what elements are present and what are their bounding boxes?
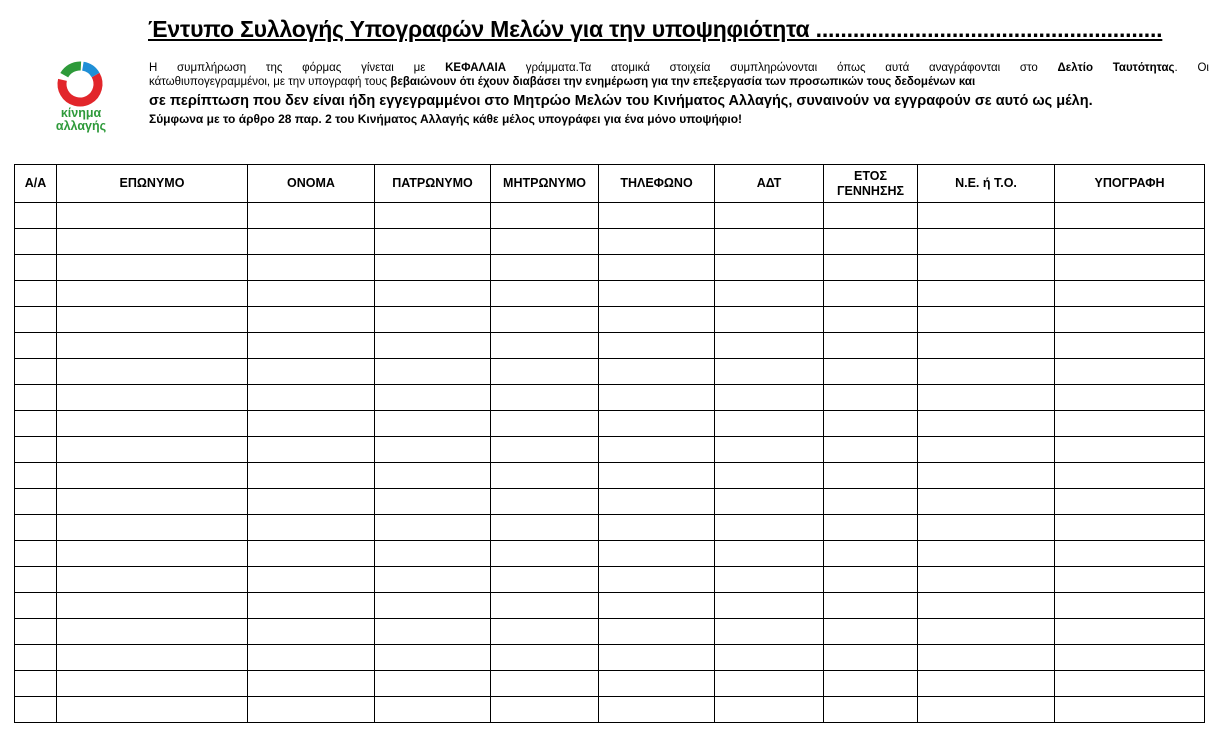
cell-ypografi[interactable] — [1055, 281, 1205, 307]
cell-ne[interactable] — [918, 203, 1055, 229]
cell-adt[interactable] — [715, 541, 824, 567]
cell-adt[interactable] — [715, 359, 824, 385]
cell-patronymo[interactable] — [375, 307, 491, 333]
cell-etos[interactable] — [824, 645, 918, 671]
cell-adt[interactable] — [715, 593, 824, 619]
cell-ne[interactable] — [918, 411, 1055, 437]
column-header-adt — [715, 165, 824, 203]
cell-etos[interactable] — [824, 385, 918, 411]
table-header-row — [15, 165, 1205, 203]
column-header-patronymo — [375, 165, 491, 203]
cell-patronymo[interactable] — [375, 281, 491, 307]
cell-ne[interactable] — [918, 541, 1055, 567]
table-row — [15, 203, 1205, 229]
cell-aa[interactable] — [15, 203, 57, 229]
table-row — [15, 489, 1205, 515]
cell-patronymo[interactable] — [375, 697, 491, 723]
cell-ypografi[interactable] — [1055, 593, 1205, 619]
cell-eponymo[interactable] — [57, 385, 248, 411]
cell-aa[interactable] — [15, 515, 57, 541]
cell-ypografi[interactable] — [1055, 463, 1205, 489]
table-row — [15, 255, 1205, 281]
column-header-ypografi — [1055, 165, 1205, 203]
cell-adt[interactable] — [715, 645, 824, 671]
cell-aa[interactable] — [15, 541, 57, 567]
cell-etos[interactable] — [824, 541, 918, 567]
cell-ypografi[interactable] — [1055, 359, 1205, 385]
cell-aa[interactable] — [15, 281, 57, 307]
cell-ne[interactable] — [918, 515, 1055, 541]
cell-ne[interactable] — [918, 593, 1055, 619]
column-header-onoma — [248, 165, 375, 203]
cell-eponymo[interactable] — [57, 411, 248, 437]
cell-tilefono[interactable] — [599, 463, 715, 489]
cell-eponymo[interactable] — [57, 359, 248, 385]
cell-adt[interactable] — [715, 619, 824, 645]
cell-patronymo[interactable] — [375, 567, 491, 593]
cell-onoma[interactable] — [248, 593, 375, 619]
cell-onoma[interactable] — [248, 385, 375, 411]
cell-adt[interactable] — [715, 307, 824, 333]
cell-etos[interactable] — [824, 411, 918, 437]
cell-eponymo[interactable] — [57, 541, 248, 567]
cell-patronymo[interactable] — [375, 437, 491, 463]
table-row — [15, 385, 1205, 411]
instruction-emphasis-id-card: Δελτίο Ταυτότητας — [1057, 62, 1175, 74]
cell-adt[interactable] — [715, 255, 824, 281]
cell-aa[interactable] — [15, 619, 57, 645]
column-header-label: ΤΗΛΕΦΩΝΟ — [620, 176, 693, 190]
cell-mitronymo[interactable] — [491, 281, 599, 307]
cell-mitronymo[interactable] — [491, 671, 599, 697]
cell-eponymo[interactable] — [57, 437, 248, 463]
cell-mitronymo[interactable] — [491, 489, 599, 515]
cell-tilefono[interactable] — [599, 593, 715, 619]
cell-ypografi[interactable] — [1055, 203, 1205, 229]
cell-eponymo[interactable] — [57, 229, 248, 255]
cell-ypografi[interactable] — [1055, 645, 1205, 671]
cell-adt[interactable] — [715, 385, 824, 411]
table-row — [15, 567, 1205, 593]
cell-ypografi[interactable] — [1055, 671, 1205, 697]
cell-aa[interactable] — [15, 307, 57, 333]
table-row — [15, 229, 1205, 255]
cell-mitronymo[interactable] — [491, 463, 599, 489]
cell-tilefono[interactable] — [599, 515, 715, 541]
logo-text-line1: κίνημα — [60, 106, 102, 120]
cell-etos[interactable] — [824, 567, 918, 593]
cell-patronymo[interactable] — [375, 229, 491, 255]
cell-ypografi[interactable] — [1055, 229, 1205, 255]
cell-ypografi[interactable] — [1055, 333, 1205, 359]
column-header-label: Ν.Ε. ή Τ.Ο. — [955, 176, 1017, 190]
column-header-label-line2: ΓΕΝΝΗΣΗΣ — [837, 183, 904, 198]
cell-ne[interactable] — [918, 359, 1055, 385]
cell-onoma[interactable] — [248, 541, 375, 567]
cell-etos[interactable] — [824, 489, 918, 515]
cell-ne[interactable] — [918, 619, 1055, 645]
cell-onoma[interactable] — [248, 671, 375, 697]
column-header-label: ΠΑΤΡΩΝΥΜΟ — [392, 176, 473, 190]
cell-eponymo[interactable] — [57, 281, 248, 307]
cell-mitronymo[interactable] — [491, 385, 599, 411]
cell-mitronymo[interactable] — [491, 697, 599, 723]
cell-mitronymo[interactable] — [491, 229, 599, 255]
instruction-line-1 — [149, 61, 1209, 75]
cell-aa[interactable] — [15, 593, 57, 619]
cell-mitronymo[interactable] — [491, 359, 599, 385]
column-header-etos — [824, 165, 918, 203]
cell-ne[interactable] — [918, 255, 1055, 281]
cell-tilefono[interactable] — [599, 619, 715, 645]
cell-etos[interactable] — [824, 281, 918, 307]
cell-patronymo[interactable] — [375, 489, 491, 515]
cell-mitronymo[interactable] — [491, 593, 599, 619]
cell-mitronymo[interactable] — [491, 203, 599, 229]
cell-mitronymo[interactable] — [491, 645, 599, 671]
cell-tilefono[interactable] — [599, 437, 715, 463]
cell-adt[interactable] — [715, 489, 824, 515]
cell-eponymo[interactable] — [57, 255, 248, 281]
cell-aa[interactable] — [15, 645, 57, 671]
table-row — [15, 333, 1205, 359]
table-row — [15, 411, 1205, 437]
cell-adt[interactable] — [715, 281, 824, 307]
cell-adt[interactable] — [715, 515, 824, 541]
cell-patronymo[interactable] — [375, 593, 491, 619]
cell-patronymo[interactable] — [375, 515, 491, 541]
cell-onoma[interactable] — [248, 619, 375, 645]
cell-eponymo[interactable] — [57, 515, 248, 541]
cell-etos[interactable] — [824, 671, 918, 697]
cell-tilefono[interactable] — [599, 671, 715, 697]
logo-text-line2: αλλαγής — [55, 119, 107, 133]
table-row — [15, 645, 1205, 671]
cell-eponymo[interactable] — [57, 567, 248, 593]
cell-aa[interactable] — [15, 567, 57, 593]
cell-etos[interactable] — [824, 463, 918, 489]
column-header-label: ΜΗΤΡΩΝΥΜΟ — [503, 176, 586, 190]
cell-mitronymo[interactable] — [491, 333, 599, 359]
cell-onoma[interactable] — [248, 645, 375, 671]
cell-ypografi[interactable] — [1055, 697, 1205, 723]
instruction-text: κάτωθιυπογεγραμμένοι, με την υπογραφή τους — [149, 76, 391, 88]
table-row — [15, 671, 1205, 697]
column-header-tilefono — [599, 165, 715, 203]
cell-tilefono[interactable] — [599, 489, 715, 515]
cell-onoma[interactable] — [248, 567, 375, 593]
cell-etos[interactable] — [824, 229, 918, 255]
table-row — [15, 619, 1205, 645]
cell-mitronymo[interactable] — [491, 437, 599, 463]
cell-patronymo[interactable] — [375, 463, 491, 489]
table-row — [15, 359, 1205, 385]
table-row — [15, 697, 1205, 723]
cell-etos[interactable] — [824, 697, 918, 723]
cell-eponymo[interactable] — [57, 489, 248, 515]
cell-ypografi[interactable] — [1055, 515, 1205, 541]
cell-tilefono[interactable] — [599, 229, 715, 255]
cell-eponymo[interactable] — [57, 203, 248, 229]
cell-adt[interactable] — [715, 203, 824, 229]
cell-tilefono[interactable] — [599, 541, 715, 567]
cell-aa[interactable] — [15, 437, 57, 463]
cell-ne[interactable] — [918, 489, 1055, 515]
table-row — [15, 437, 1205, 463]
cell-ypografi[interactable] — [1055, 255, 1205, 281]
cell-onoma[interactable] — [248, 203, 375, 229]
cell-tilefono[interactable] — [599, 385, 715, 411]
cell-aa[interactable] — [15, 463, 57, 489]
cell-ne[interactable] — [918, 567, 1055, 593]
cell-patronymo[interactable] — [375, 333, 491, 359]
cell-ypografi[interactable] — [1055, 619, 1205, 645]
instruction-line-2 — [149, 75, 1211, 89]
cell-adt[interactable] — [715, 671, 824, 697]
cell-tilefono[interactable] — [599, 203, 715, 229]
cell-onoma[interactable] — [248, 229, 375, 255]
cell-patronymo[interactable] — [375, 645, 491, 671]
signature-table — [14, 164, 1205, 723]
column-header-label: ΟΝΟΜΑ — [287, 176, 335, 190]
cell-patronymo[interactable] — [375, 541, 491, 567]
logo-wordmark — [52, 107, 110, 133]
cell-patronymo[interactable] — [375, 619, 491, 645]
cell-onoma[interactable] — [248, 255, 375, 281]
cell-adt[interactable] — [715, 567, 824, 593]
column-header-label: Α/Α — [24, 176, 47, 190]
cell-etos[interactable] — [824, 255, 918, 281]
cell-onoma[interactable] — [248, 489, 375, 515]
instruction-line-4: Σύμφωνα με το άρθρο 28 παρ. 2 του Κινήματος Αλλαγής κάθε μέλος υπογράφει για ένα μόνο υποψήφιο! — [149, 112, 743, 126]
cell-patronymo[interactable] — [375, 671, 491, 697]
cell-etos[interactable] — [824, 333, 918, 359]
cell-mitronymo[interactable] — [491, 411, 599, 437]
cell-tilefono[interactable] — [599, 411, 715, 437]
document-title: Έντυπο Συλλογής Υπογραφών Μελών για την υποψηφιότητα ........................................................ — [148, 16, 1163, 42]
table-row — [15, 593, 1205, 619]
table-row — [15, 281, 1205, 307]
cell-aa[interactable] — [15, 385, 57, 411]
cell-ypografi[interactable] — [1055, 567, 1205, 593]
cell-tilefono[interactable] — [599, 697, 715, 723]
cell-adt[interactable] — [715, 463, 824, 489]
cell-onoma[interactable] — [248, 281, 375, 307]
cell-adt[interactable] — [715, 437, 824, 463]
cell-patronymo[interactable] — [375, 385, 491, 411]
cell-etos[interactable] — [824, 437, 918, 463]
cell-aa[interactable] — [15, 229, 57, 255]
table-body — [15, 203, 1205, 723]
cell-eponymo[interactable] — [57, 645, 248, 671]
column-header-eponymo — [57, 165, 248, 203]
cell-patronymo[interactable] — [375, 359, 491, 385]
cell-onoma[interactable] — [248, 307, 375, 333]
table-row — [15, 463, 1205, 489]
cell-tilefono[interactable] — [599, 567, 715, 593]
cell-etos[interactable] — [824, 515, 918, 541]
cell-adt[interactable] — [715, 229, 824, 255]
cell-ne[interactable] — [918, 645, 1055, 671]
cell-tilefono[interactable] — [599, 333, 715, 359]
cell-tilefono[interactable] — [599, 281, 715, 307]
cell-mitronymo[interactable] — [491, 255, 599, 281]
table-row — [15, 515, 1205, 541]
cell-onoma[interactable] — [248, 515, 375, 541]
cell-ypografi[interactable] — [1055, 541, 1205, 567]
cell-adt[interactable] — [715, 411, 824, 437]
cell-mitronymo[interactable] — [491, 515, 599, 541]
cell-ne[interactable] — [918, 463, 1055, 489]
table-row — [15, 541, 1205, 567]
cell-patronymo[interactable] — [375, 255, 491, 281]
cell-eponymo[interactable] — [57, 307, 248, 333]
cell-onoma[interactable] — [248, 359, 375, 385]
cell-ne[interactable] — [918, 385, 1055, 411]
cell-eponymo[interactable] — [57, 333, 248, 359]
cell-mitronymo[interactable] — [491, 619, 599, 645]
instruction-emphasis-capitals: ΚΕΦΑΛΑΙΑ — [445, 62, 507, 74]
cell-eponymo[interactable] — [57, 593, 248, 619]
instruction-text: . Οι — [1174, 62, 1209, 74]
cell-aa[interactable] — [15, 255, 57, 281]
cell-patronymo[interactable] — [375, 203, 491, 229]
cell-onoma[interactable] — [248, 463, 375, 489]
cell-eponymo[interactable] — [57, 619, 248, 645]
cell-onoma[interactable] — [248, 333, 375, 359]
cell-ypografi[interactable] — [1055, 489, 1205, 515]
cell-ne[interactable] — [918, 333, 1055, 359]
instruction-emphasis-consent: βεβαιώνουν ότι έχουν διαβάσει την ενημέρωση για την επεξεργασία των προσωπικών τους δεδομένων και — [390, 76, 976, 88]
cell-ne[interactable] — [918, 307, 1055, 333]
cell-aa[interactable] — [15, 359, 57, 385]
cell-ne[interactable] — [918, 437, 1055, 463]
cell-ypografi[interactable] — [1055, 437, 1205, 463]
cell-patronymo[interactable] — [375, 411, 491, 437]
cell-ypografi[interactable] — [1055, 307, 1205, 333]
instruction-line-3: σε περίπτωση που δεν είναι ήδη εγγεγραμμένοι στο Μητρώο Μελών του Κινήματος Αλλαγής, συναινούν να εγγραφούν σε αυτό ως μέλη. — [149, 93, 1093, 109]
cell-etos[interactable] — [824, 593, 918, 619]
cell-ne[interactable] — [918, 281, 1055, 307]
column-header-label: ΕΤΟΣ — [854, 168, 887, 183]
cell-aa[interactable] — [15, 697, 57, 723]
cell-eponymo[interactable] — [57, 463, 248, 489]
instruction-text: γράμματα.Τα ατομικά στοιχεία συμπληρώνονται όπως αυτά αναγράφονται στο — [506, 62, 1058, 74]
cell-etos[interactable] — [824, 359, 918, 385]
cell-onoma[interactable] — [248, 411, 375, 437]
cell-mitronymo[interactable] — [491, 541, 599, 567]
column-header-label: ΥΠΟΓΡΑΦΗ — [1094, 176, 1165, 190]
cell-etos[interactable] — [824, 619, 918, 645]
cell-tilefono[interactable] — [599, 255, 715, 281]
cell-eponymo[interactable] — [57, 697, 248, 723]
cell-onoma[interactable] — [248, 437, 375, 463]
cell-adt[interactable] — [715, 697, 824, 723]
instructions — [149, 61, 1211, 127]
table-row — [15, 307, 1205, 333]
cell-ne[interactable] — [918, 697, 1055, 723]
cell-etos[interactable] — [824, 203, 918, 229]
cell-aa[interactable] — [15, 333, 57, 359]
cell-aa[interactable] — [15, 411, 57, 437]
cell-ne[interactable] — [918, 671, 1055, 697]
cell-aa[interactable] — [15, 489, 57, 515]
cell-adt[interactable] — [715, 333, 824, 359]
cell-tilefono[interactable] — [599, 645, 715, 671]
cell-etos[interactable] — [824, 307, 918, 333]
column-header-aa — [15, 165, 57, 203]
cell-aa[interactable] — [15, 671, 57, 697]
column-header-mitronymo — [491, 165, 599, 203]
cell-onoma[interactable] — [248, 697, 375, 723]
column-header-label: ΕΠΩΝΥΜΟ — [119, 176, 185, 190]
cell-ne[interactable] — [918, 229, 1055, 255]
cell-ypografi[interactable] — [1055, 411, 1205, 437]
cell-tilefono[interactable] — [599, 307, 715, 333]
cell-tilefono[interactable] — [599, 359, 715, 385]
cell-mitronymo[interactable] — [491, 567, 599, 593]
instruction-text: Η συμπλήρωση της φόρμας γίνεται με — [149, 62, 446, 74]
column-header-ne — [918, 165, 1055, 203]
cell-ypografi[interactable] — [1055, 385, 1205, 411]
cell-eponymo[interactable] — [57, 671, 248, 697]
column-header-label: ΑΔΤ — [756, 176, 782, 190]
cell-mitronymo[interactable] — [491, 307, 599, 333]
